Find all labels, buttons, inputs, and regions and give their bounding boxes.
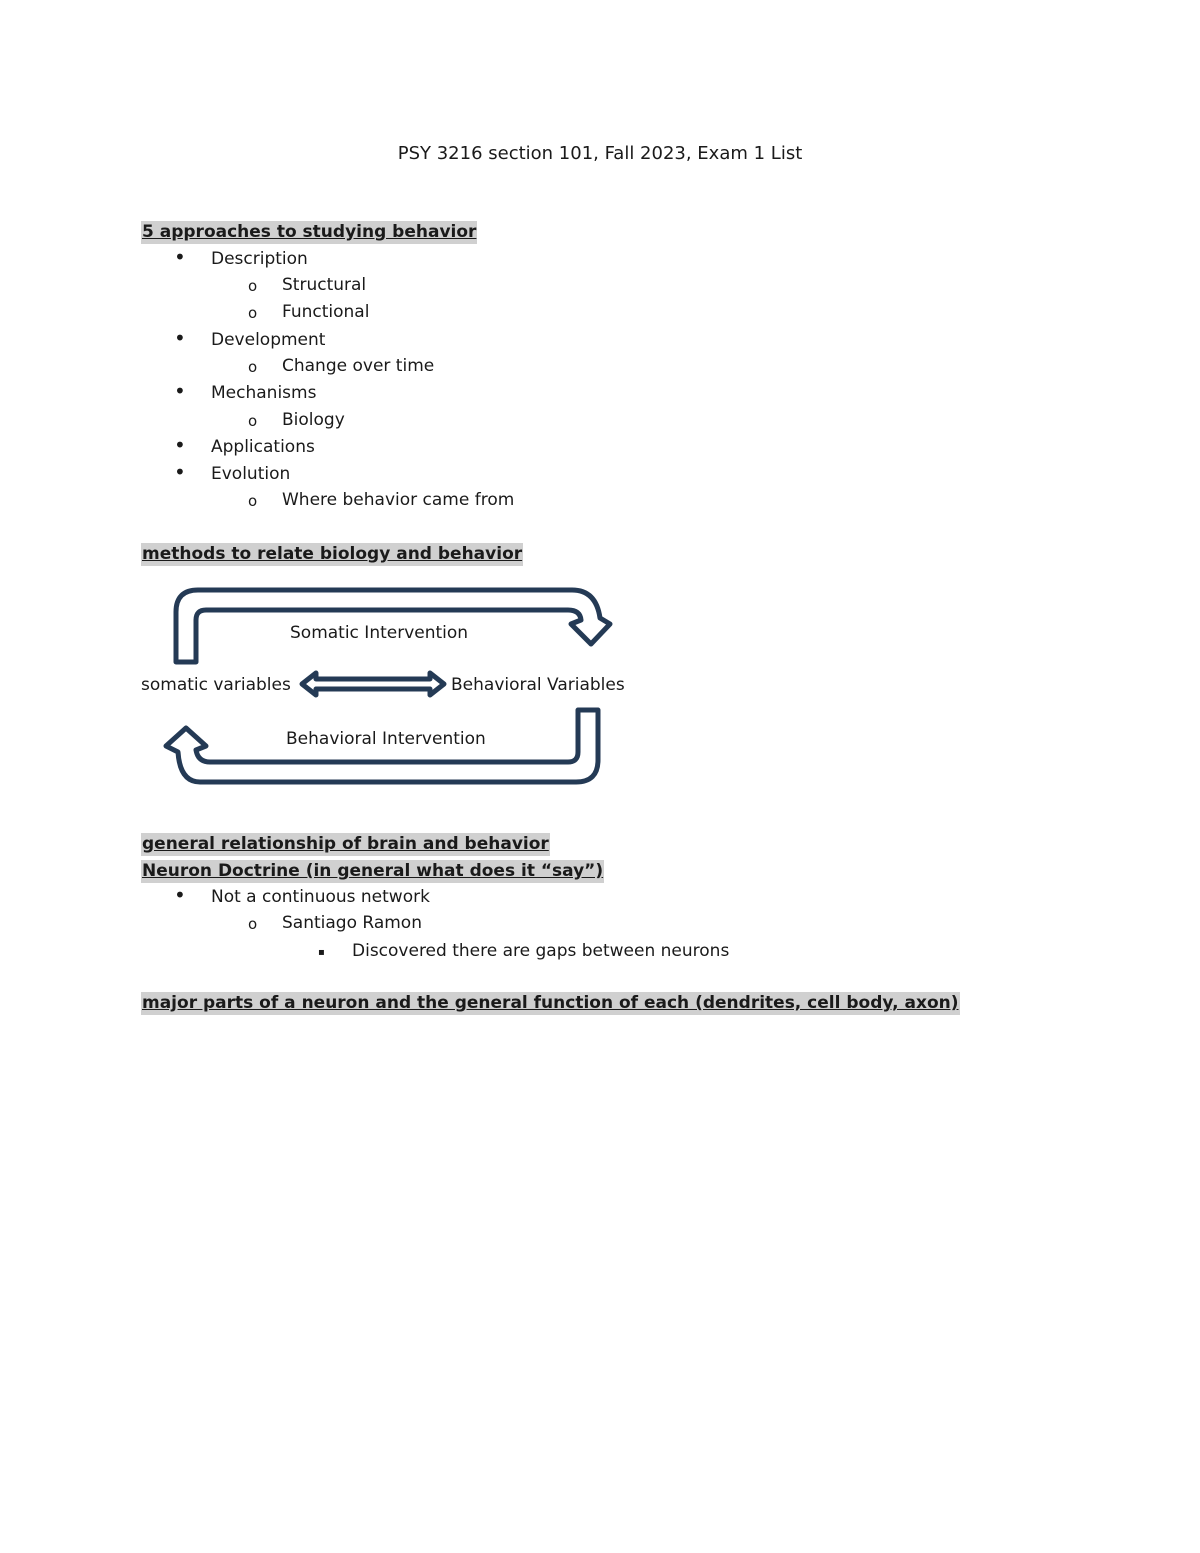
list-item-where-behavior-came-from: Where behavior came from (282, 490, 515, 510)
list-item-applications: Applications (211, 437, 315, 457)
sub-bullet-marker: o (248, 492, 258, 510)
somatic-intervention-label: Somatic Intervention (290, 623, 469, 643)
section-heading-approaches: 5 approaches to studying behavior (142, 222, 477, 242)
somatic-variables-label: somatic variables (141, 675, 291, 695)
behavioral-intervention-label: Behavioral Intervention (286, 729, 486, 749)
list-item-santiago-ramon: Santiago Ramon (282, 913, 422, 933)
list-item-not-continuous-network: Not a continuous network (211, 887, 430, 907)
list-item-gaps-between-neurons: Discovered there are gaps between neurons (352, 941, 730, 961)
sub-bullet-marker: o (248, 915, 258, 933)
list-item-evolution: Evolution (211, 464, 291, 484)
list-item-structural: Structural (282, 275, 367, 295)
list-item-change-over-time: Change over time (282, 356, 435, 376)
page-title: PSY 3216 section 101, Fall 2023, Exam 1 List (397, 143, 803, 164)
list-item-description: Description (211, 249, 308, 269)
bidirectional-arrow (302, 673, 444, 695)
bullet-marker: • (174, 379, 186, 403)
behavioral-variables-label: Behavioral Variables (451, 675, 625, 695)
section-heading-brain-behavior: general relationship of brain and behavior (142, 834, 549, 854)
list-item-functional: Functional (282, 302, 370, 322)
bullet-marker: • (174, 326, 186, 350)
sub-bullet-marker: o (248, 277, 258, 295)
list-item-development: Development (211, 330, 326, 350)
section-subheading-neuron-doctrine: Neuron Doctrine (in general what does it “say”) (142, 861, 604, 881)
bullet-marker: • (174, 433, 186, 457)
bullet-marker: • (174, 883, 186, 907)
section-heading-methods: methods to relate biology and behavior (142, 544, 523, 564)
subsub-bullet-marker: ▪ (318, 947, 325, 958)
sub-bullet-marker: o (248, 412, 258, 430)
list-item-biology: Biology (282, 410, 345, 430)
list-item-mechanisms: Mechanisms (211, 383, 317, 403)
sub-bullet-marker: o (248, 358, 258, 376)
bullet-marker: • (174, 245, 186, 269)
section-heading-neuron-parts: major parts of a neuron and the general function of each (dendrites, cell body, axon) (142, 993, 959, 1013)
bullet-marker: • (174, 460, 186, 484)
sub-bullet-marker: o (248, 304, 258, 322)
